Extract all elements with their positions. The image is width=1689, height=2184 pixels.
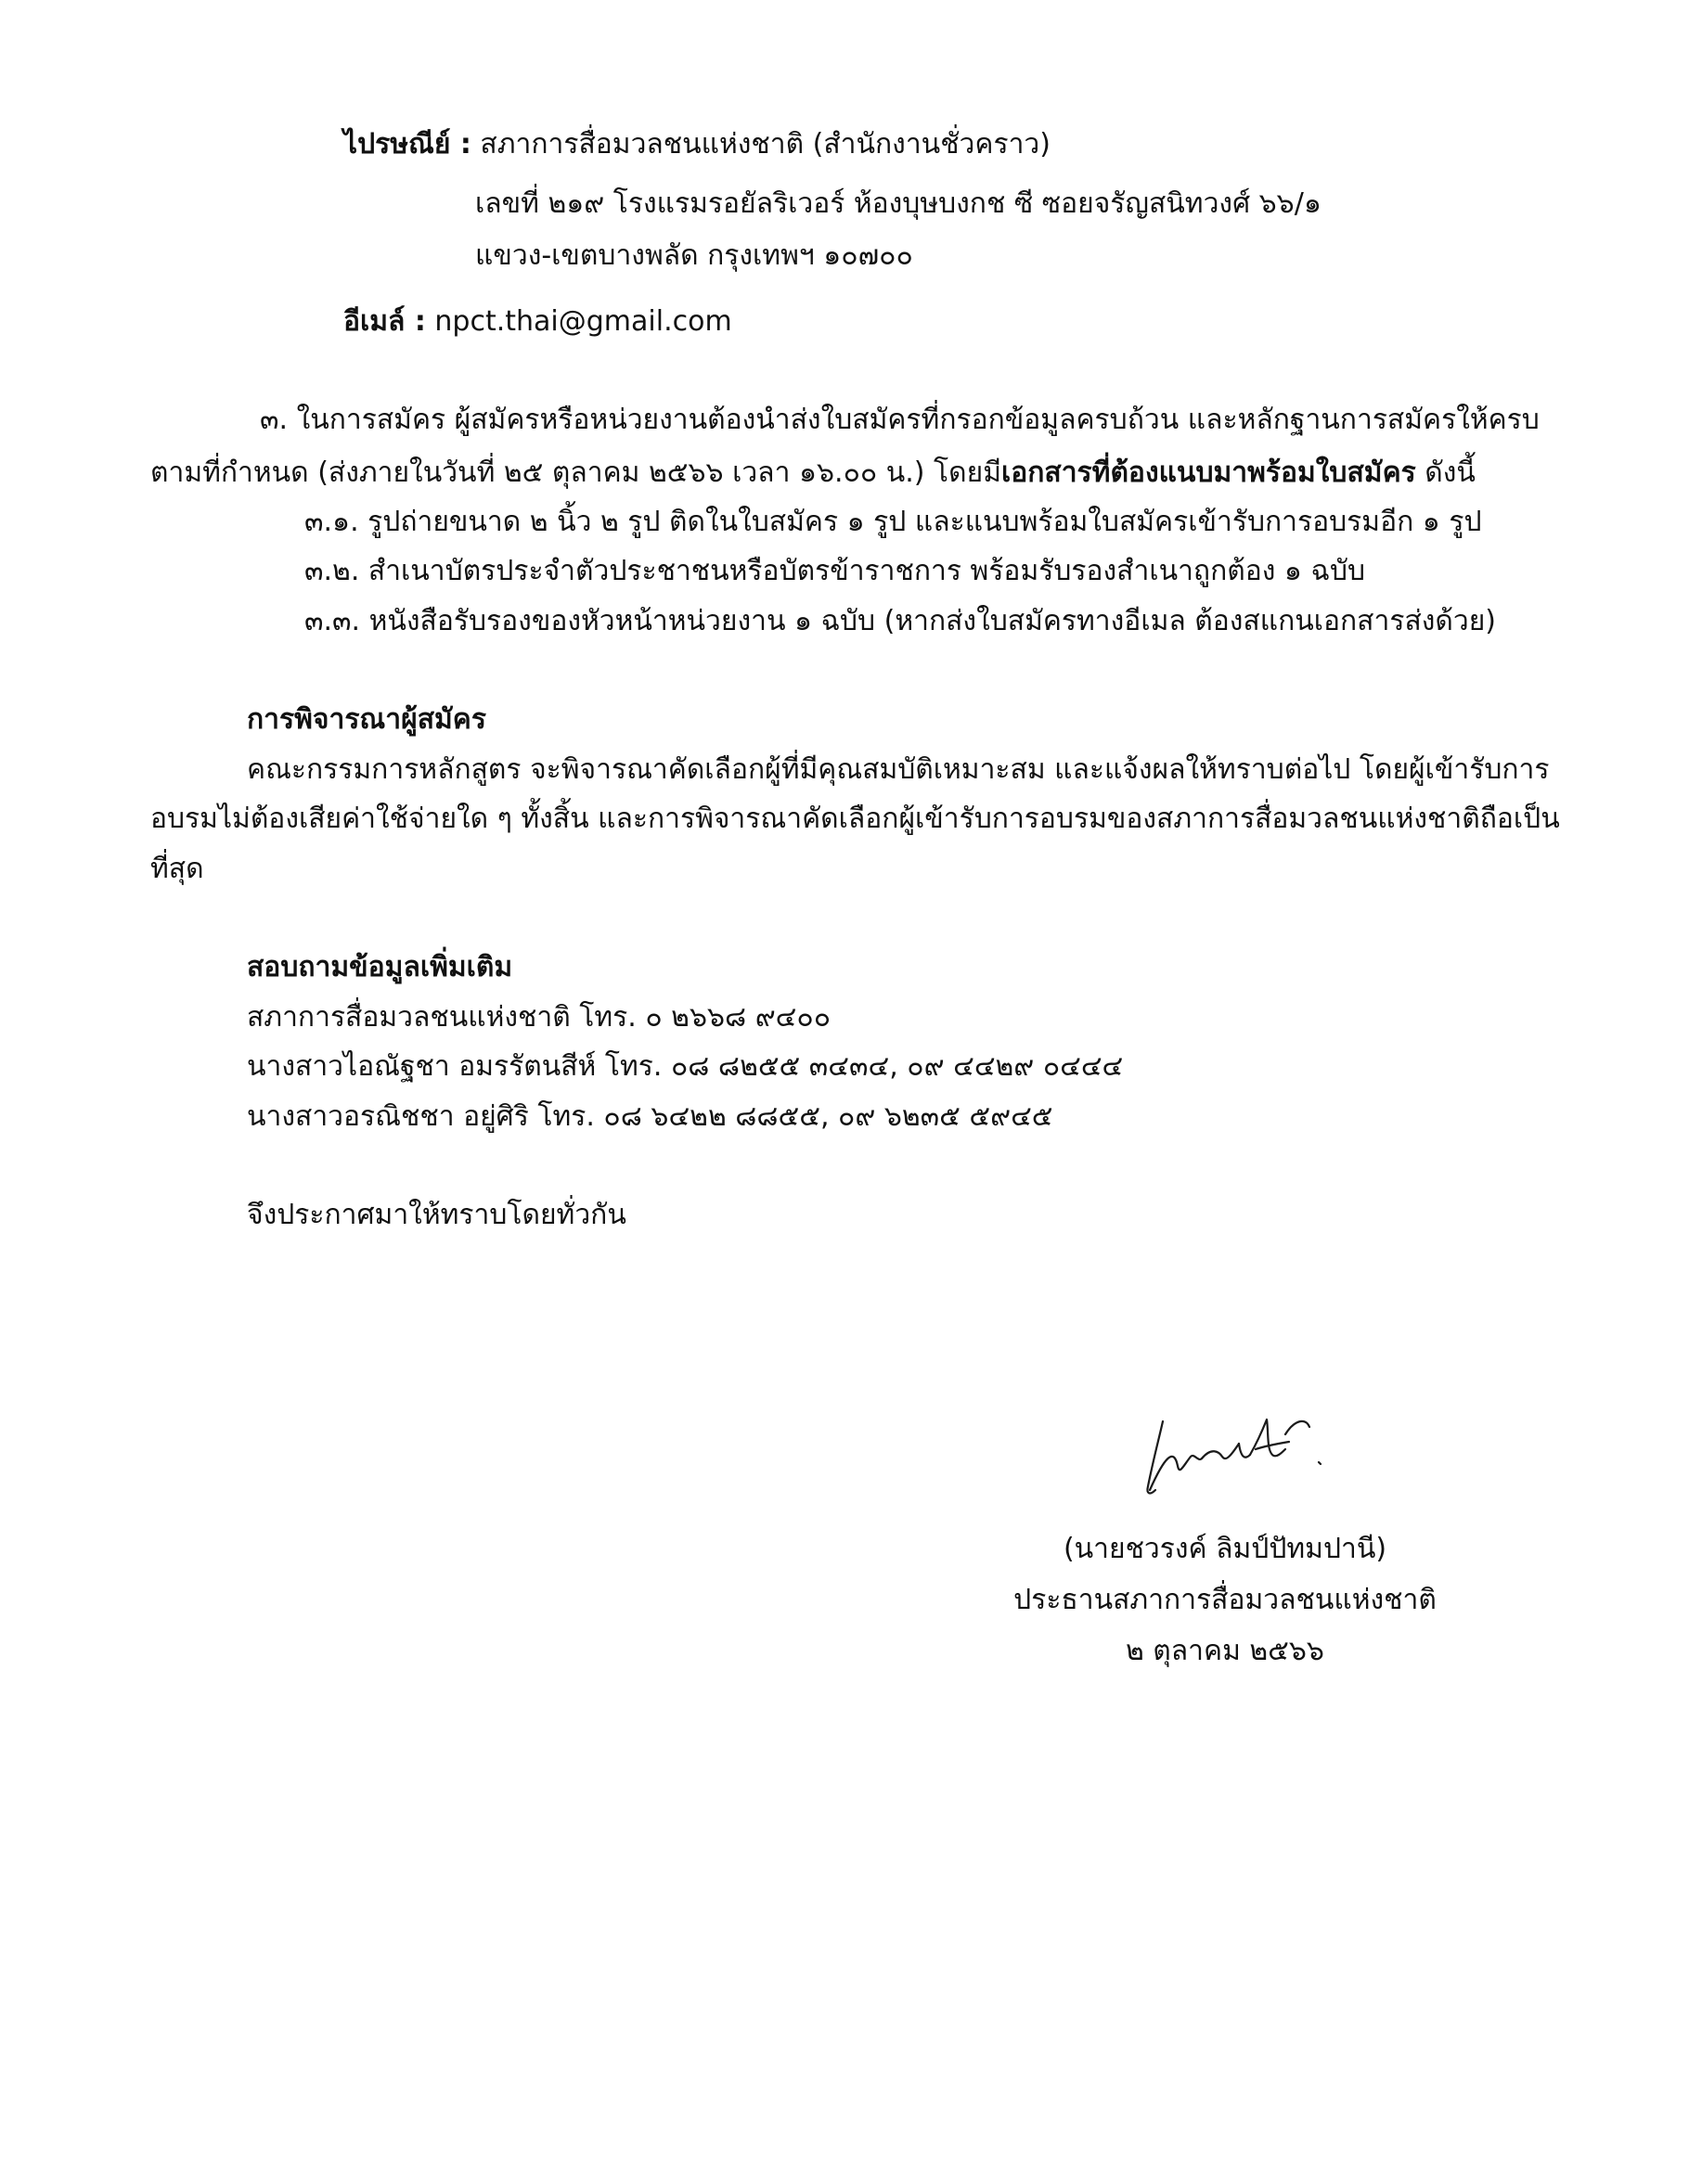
signatory-name: (นายชวรงค์ ลิมป์ปัทมปานี) [1063,1533,1387,1565]
closing-text: จึงประกาศมาให้ทราบโดยทั่วกัน [247,1199,626,1231]
consideration-line-1: คณะกรรมการหลักสูตร จะพิจารณาคัดเลือกผู้ที่มีคุณสมบัติเหมาะสม และแจ้งผลให้ทราบต่อไป โดยผู้เข้ารับการ [247,753,1550,786]
section3-line-2 [150,455,1476,492]
contact-line-3: นางสาวอรณิชชา อยู่ศิริ โทร. ๐๘ ๖๔๒๒ ๘๘๕๕, ๐๙ ๖๒๓๕ ๕๙๔๕ [247,1100,1053,1133]
section3-line-1: ๓. ในการสมัคร ผู้สมัครหรือหน่วยงานต้องนำส่งใบสมัครที่กรอกข้อมูลครบถ้วน และหลักฐานการสมัครให้ครบ [260,404,1540,436]
contact-heading: สอบถามข้อมูลเพิ่มเติม [247,951,513,983]
section3-line-2-post: ดังนี้ [1415,456,1476,489]
signatory-title: ประธานสภาการสื่อมวลชนแห่งชาติ [1013,1584,1437,1616]
section3-line-2-bold: เอกสารที่ต้องแนบมาพร้อมใบสมัคร [1000,456,1416,489]
section3-line-2-pre: ตามที่กำหนด (ส่งภายในวันที่ ๒๕ ตุลาคม ๒๕๖๖ เวลา ๑๖.๐๐ น.) โดยมี [150,456,1001,489]
section3-item-1: ๓.๑. รูปถ่ายขนาด ๒ นิ้ว ๒ รูป ติดในใบสมัคร ๑ รูป และแนบพร้อมใบสมัครเข้ารับการอบรมอีก ๑ รูป [304,506,1482,538]
handwritten-signature [1137,1401,1350,1512]
signature-date: ๒ ตุลาคม ๒๕๖๖ [1126,1635,1324,1667]
contact-line-1: สภาการสื่อมวลชนแห่งชาติ โทร. ๐ ๒๖๖๘ ๙๔๐๐ [247,1001,832,1034]
postal-address-line-1: เลขที่ ๒๑๙ โรงแรมรอยัลริเวอร์ ห้องบุษบงกช ซี ซอยจรัญสนิทวงศ์ ๖๖/๑ [475,187,1322,220]
postal-label: ไปรษณีย์ : [343,128,471,161]
consideration-line-3: ที่สุด [150,853,204,885]
email-label: อีเมล์ : [343,305,426,338]
consideration-heading: การพิจารณาผู้สมัคร [247,703,486,736]
postal-line [343,126,1051,163]
postal-name: สภาการสื่อมวลชนแห่งชาติ (สำนักงานชั่วคราว) [471,128,1051,161]
section3-item-3: ๓.๓. หนังสือรับรองของหัวหน้าหน่วยงาน ๑ ฉบับ (หากส่งใบสมัครทางอีเมล ต้องสแกนเอกสารส่งด้วย) [304,605,1497,637]
contact-line-2: นางสาวไอณัฐชา อมรรัตนสีห์ โทร. ๐๘ ๘๒๕๕ ๓๔๓๔, ๐๙ ๔๔๒๙ ๐๔๔๔ [247,1050,1124,1083]
consideration-line-2: อบรมไม่ต้องเสียค่าใช้จ่ายใด ๆ ทั้งสิ้น และการพิจารณาคัดเลือกผู้เข้ารับการอบรมของสภาการสื่อมวลชนแห่งชาติถือเป็น [150,803,1560,835]
email-value: npct.thai@gmail.com [425,305,732,338]
section3-item-2: ๓.๒. สำเนาบัตรประจำตัวประชาชนหรือบัตรข้าราชการ พร้อมรับรองสำเนาถูกต้อง ๑ ฉบับ [304,555,1366,587]
email-line [343,303,732,340]
postal-address-line-2: แขวง-เขตบางพลัด กรุงเทพฯ ๑๐๗๐๐ [475,239,913,272]
